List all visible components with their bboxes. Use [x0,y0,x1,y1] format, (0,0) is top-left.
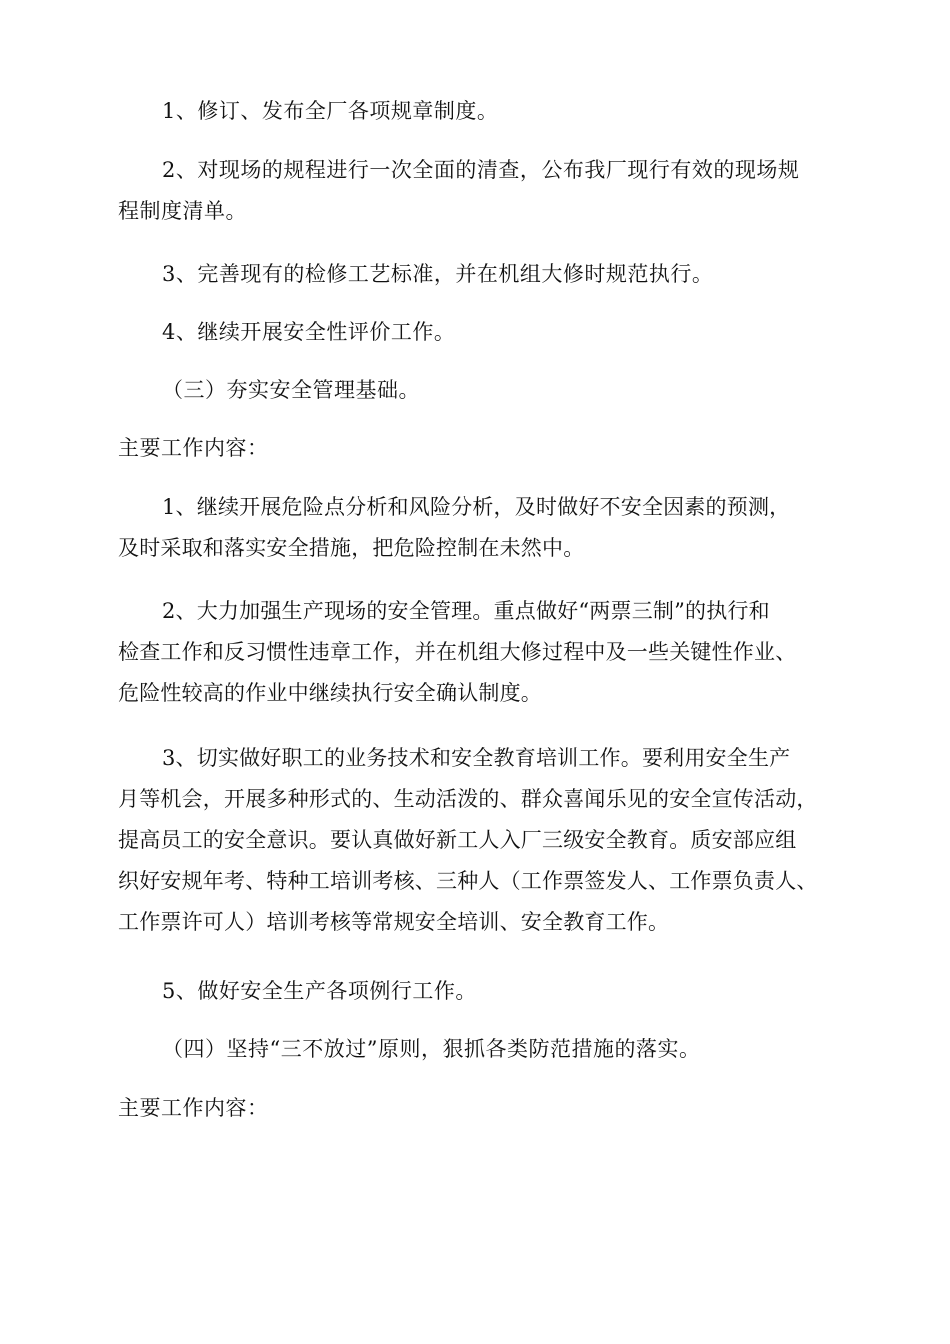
paragraph-item-6 [118,591,843,714]
section-heading-4 [118,1029,843,1070]
paragraph-item-1 [118,91,843,132]
text-line: 工作票许可人）培训考核等常规安全培训、安全教育工作。 [118,910,670,934]
paragraph-item-7 [118,738,843,943]
text-line: 主要工作内容： [118,1096,269,1120]
paragraph-item-5 [118,487,843,569]
text-line: 程制度清单。 [118,199,247,223]
text-line: （三）夯实安全管理基础。 [162,378,420,402]
text-line: 主要工作内容： [118,436,269,460]
main-content-label [118,1088,843,1129]
text-line: 5、做好安全生产各项例行工作。 [162,979,477,1003]
section-heading-3 [118,370,843,411]
text-line: 1、继续开展危险点分析和风险分析，及时做好不安全因素的预测， [162,495,791,519]
paragraph-item-4 [118,312,843,353]
text-line: 织好安规年考、特种工培训考核、三种人（工作票签发人、工作票负责人、 [118,869,818,893]
text-line: 2、大力加强生产现场的安全管理。重点做好“两票三制”的执行和 [162,599,770,623]
main-content-label [118,428,843,469]
text-line: 3、切实做好职工的业务技术和安全教育培训工作。要利用安全生产 [162,746,791,770]
text-line: 检查工作和反习惯性违章工作，并在机组大修过程中及一些关键性作业、 [118,640,797,664]
text-line: 4、继续开展安全性评价工作。 [162,320,456,344]
text-line: 1、修订、发布全厂各项规章制度。 [162,99,499,123]
paragraph-item-8 [118,971,843,1012]
text-line: 3、完善现有的检修工艺标准，并在机组大修时规范执行。 [162,262,714,286]
text-line: （四）坚持“三不放过”原则，狠抓各类防范措施的落实。 [162,1037,701,1061]
text-line: 危险性较高的作业中继续执行安全确认制度。 [118,681,542,705]
text-line: 及时采取和落实安全措施，把危险控制在未然中。 [118,536,585,560]
text-line: 提高员工的安全意识。要认真做好新工人入厂三级安全教育。质安部应组 [118,828,797,852]
text-line: 月等机会，开展多种形式的、生动活泼的、群众喜闻乐见的安全宣传活动， [118,787,818,811]
paragraph-item-2 [118,150,843,232]
paragraph-item-3 [118,254,843,295]
text-line: 2、对现场的规程进行一次全面的清查，公布我厂现行有效的现场规 [162,158,800,182]
